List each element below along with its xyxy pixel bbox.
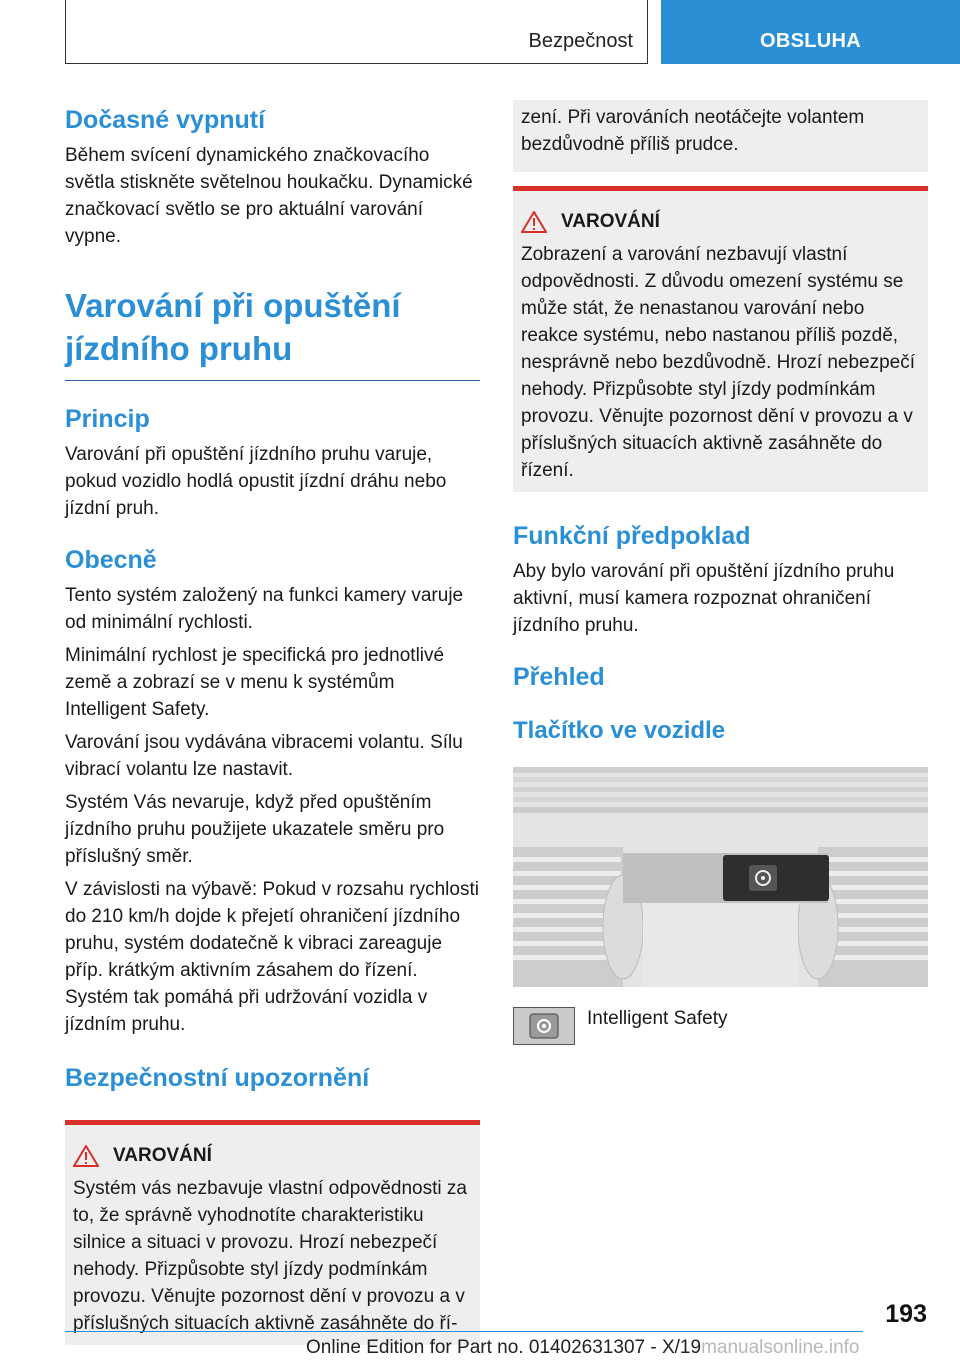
general-para-4: Systém Vás nevaruje, když před opuštěním jízdního pruhu použijete ukazatele směru pro příslušný směr. xyxy=(65,792,445,867)
temp-off-heading: Dočasné vypnutí xyxy=(65,106,266,134)
section-rule xyxy=(65,380,480,381)
prereq-heading: Funkční předpoklad xyxy=(513,522,751,550)
general-heading: Obecně xyxy=(65,546,157,574)
header-section-title: Bezpečnost xyxy=(528,30,633,52)
warning-triangle-icon xyxy=(521,211,547,233)
overview-subheading: Tlačítko ve vozidle xyxy=(513,717,726,744)
footer-edition xyxy=(306,1337,860,1359)
general-para-3: Varování jsou vydávána vibracemi volantu. Sílu vibrací volantu lze nastavit. xyxy=(65,732,463,780)
intelligent-safety-button[interactable] xyxy=(513,1007,575,1045)
right-column xyxy=(513,100,928,1045)
header-chapter-tab[interactable]: OBSLUHA xyxy=(661,0,960,64)
warning-title xyxy=(73,1145,472,1167)
warning-body: Systém vás nezbavuje vlastní odpovědnosti za to, že správně vyhodnotíte charakteristiku silnice a situaci v provozu. Hrozí nebezpečí nehody. Přizpůsobte styl jízdy podmínkám provozu. Věnujte pozornost dění v provozu a v příslušných situacích aktivně zasáhněte do ří- xyxy=(73,1178,467,1334)
principle-heading: Princip xyxy=(65,405,150,433)
temp-off-body: Během svícení dynamického značkovacího světla stiskněte světelnou houkačku. Dynamické značkovací světlo se pro aktuální varování vypne. xyxy=(65,145,473,247)
general-para-5: V závislosti na výbavě: Pokud v rozsahu rychlosti do 210 km/h dojde k přejetí ohraničení jízdního pruhu, systém dodatečně k vibraci zareaguje příp. krátkým aktivním zásahem do řízení. Systém tak pomáhá při udržování vozidla v jízdním pruhu. xyxy=(65,879,479,1035)
general-para-2: Minimální rychlost je specifická pro jednotlivé země a zobrazí se v menu k systémům Intelligent Safety. xyxy=(65,645,445,720)
legend-row xyxy=(513,1007,928,1045)
overview-heading: Přehled xyxy=(513,663,605,691)
warning-continuation xyxy=(513,100,928,172)
warning-label-2: VAROVÁNÍ xyxy=(561,211,660,232)
warning-triangle-icon xyxy=(73,1145,99,1167)
warning-body-2: Zobrazení a varování nezbavují vlastní odpovědnosti. Z důvodu omezení systému se může stát, že nenastanou varování nebo reakce systému, nebo nastanou příliš pozdě, nesprávně nebo bezdůvodně. Hrozí nebezpečí nehody. Přizpůsobte styl jízdy podmínkám provozu. Věnujte pozornost dění v provozu a v příslušných situacích aktivně zasáhněte do řízení. xyxy=(521,244,915,481)
warning-label: VAROVÁNÍ xyxy=(113,1145,212,1166)
footer-site-watermark[interactable]: manualsonline.info xyxy=(701,1337,860,1358)
vehicle-button-photo xyxy=(513,767,928,987)
left-column xyxy=(65,100,480,1345)
dashboard-illustration xyxy=(513,767,928,987)
footer-edition-text: Online Edition for Part no. 01402631307 - X/19 xyxy=(306,1337,702,1358)
warning-continuation-text: zení. Při varováních neotáčejte volantem bezdůvodně příliš prudce. xyxy=(521,107,865,155)
warning-box xyxy=(65,1120,480,1345)
warning-box-2 xyxy=(513,186,928,492)
footer-rule xyxy=(65,1331,863,1332)
section-title: Varování při opuštění jízdního pruhu xyxy=(65,287,401,367)
prereq-body: Aby bylo varování při opuštění jízdního pruhu aktivní, musí kamera rozpoznat ohraničení jízdního pruhu. xyxy=(513,561,895,636)
warning-title-2 xyxy=(521,211,920,233)
general-para-1: Tento systém založený na funkci kamery varuje od minimální rychlosti. xyxy=(65,585,464,633)
principle-body: Varování při opuštění jízdního pruhu varuje, pokud vozidlo hodlá opustit jízdní dráhu nebo jízdní pruh. xyxy=(65,444,447,519)
intelligent-safety-icon xyxy=(529,1013,559,1039)
safety-heading: Bezpečnostní upozornění xyxy=(65,1064,370,1092)
legend-label: Intelligent Safety xyxy=(587,1008,728,1029)
page-number: 193 xyxy=(885,1300,927,1328)
